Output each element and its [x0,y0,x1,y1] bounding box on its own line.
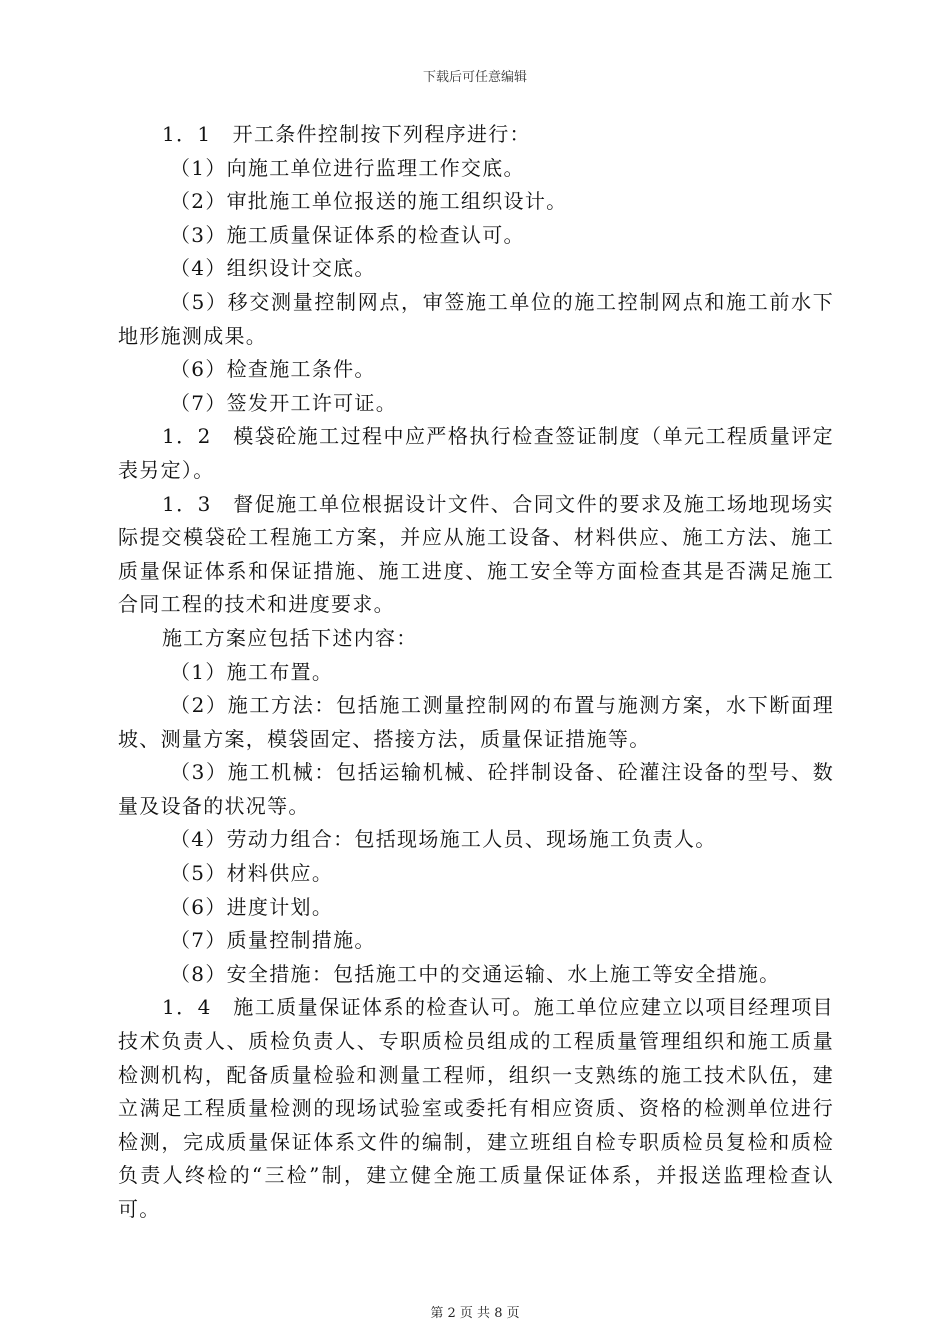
paragraph-plan-intro: 施工方案应包括下述内容： [162,625,418,650]
list-item: （5）材料供应。 [170,861,334,886]
page-header: 下载后可任意编辑 [422,70,527,85]
document-body [118,118,834,1227]
list-item: （6）检查施工条件。 [170,357,376,382]
page-footer: 第 2 页 共 8 页 [430,1306,520,1321]
list-item: （7）签发开工许可证。 [170,390,398,415]
list-item: （2）审批施工单位报送的施工组织设计。 [170,189,568,214]
list-item: （6）进度计划。 [170,894,334,919]
list-item: （4）劳动力组合：包括现场施工人员、现场施工负责人。 [170,827,717,852]
paragraph-1-3: 1．3 督促施工单位根据设计文件、合同文件的要求及施工场地现场实际提交模袋砼工程施工方案，并应从施工设备、材料供应、施工方法、施工质量保证体系和保证措施、施工进度、施工安全等方面检查其是否满足施工合同工程的技术和进度要求。 [118,491,834,617]
list-item: （5）移交测量控制网点，审签施工单位的施工控制网点和施工前水下地形施测成果。 [118,289,834,348]
list-item: （3）施工机械：包括运输机械、砼拌制设备、砼灌注设备的型号、数量及设备的状况等。 [118,760,834,818]
list-item: （7）质量控制措施。 [170,928,376,953]
paragraph-1-2: 1．2 模袋砼施工过程中应严格执行检查签证制度（单元工程质量评定表另定）。 [118,424,834,482]
paragraph-1-4: 1．4 施工质量保证体系的检查认可。施工单位应建立以项目经理项目技术负责人、质检负责人、专职质检员组成的工程质量管理组织和施工质量检测机构，配备质量检验和测量工程师，组织一支熟练的施工技术队伍，建立满足工程质量检测的现场试验室或委托有相应资质、资格的检测单位进行检测，完成质量保证体系文件的编制，建立班组自检专职质检员复检和质检负责人终检的“三检”制，建立健全施工质量保证体系，并报送监理检查认可。 [118,995,834,1221]
list-item: （4）组织设计交底。 [170,256,376,281]
list-item: （1）施工布置。 [170,659,334,684]
list-item: （8）安全措施：包括施工中的交通运输、水上施工等安全措施。 [170,961,781,986]
list-item: （2）施工方法：包括施工测量控制网的布置与施测方案，水下断面理坡、测量方案，模袋固定、搭接方法，质量保证措施等。 [118,693,834,751]
list-item: （3）施工质量保证体系的检查认可。 [170,222,525,247]
list-item: （1）向施工单位进行监理工作交底。 [170,155,525,180]
paragraph-1-1: 1．1 开工条件控制按下列程序进行： [162,122,531,146]
